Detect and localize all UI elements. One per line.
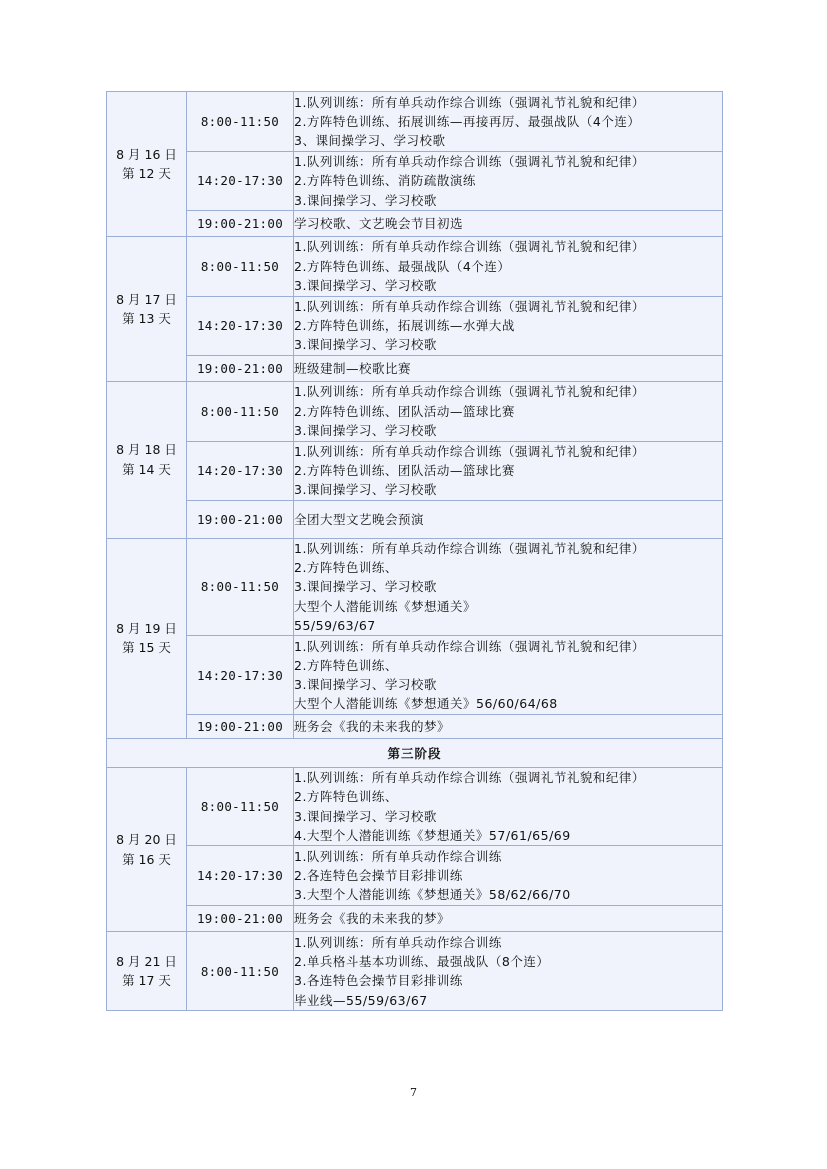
activity-line: 3.大型个人潜能训练《梦想通关》58/62/66/70 <box>294 887 571 903</box>
activity-line: 4.大型个人潜能训练《梦想通关》57/61/65/69 <box>294 828 571 844</box>
session-activities <box>294 236 723 296</box>
day-cell <box>107 932 187 1011</box>
session-time: 19:00-21:00 <box>187 906 294 932</box>
day-number: 第 14 天 <box>122 461 171 477</box>
activity-line: 班务会《我的未来我的梦》 <box>294 719 451 734</box>
day-date: 8 月 18 日 <box>116 442 177 458</box>
activity-line: 班务会《我的未来我的梦》 <box>294 911 451 927</box>
schedule-table <box>106 91 723 1011</box>
activity-line: 3.课间操学习、学习校歌 <box>294 422 437 438</box>
activity-line: 2.方阵特色训练、 <box>294 789 398 805</box>
schedule-row <box>107 210 723 236</box>
schedule-row <box>107 846 723 906</box>
activity-line: 2.方阵特色训练、 <box>294 559 398 575</box>
session-activities <box>294 846 723 906</box>
session-activities <box>294 381 723 441</box>
day-number: 第 16 天 <box>122 851 171 867</box>
activity-line: 3、课间操学习、学习校歌 <box>294 133 446 149</box>
activity-line: 3.课间操学习、学习校歌 <box>294 192 437 208</box>
session-time: 8:00-11:50 <box>187 932 294 1011</box>
session-time: 14:20-17:30 <box>187 636 294 715</box>
activity-line: 全团大型文艺晚会预演 <box>294 511 425 527</box>
activity-line: 2.各连特色会操节目彩排训练 <box>294 868 463 884</box>
schedule-row <box>107 152 723 211</box>
session-time: 19:00-21:00 <box>187 355 294 381</box>
session-time: 8:00-11:50 <box>187 236 294 296</box>
activity-line: 3.课间操学习、学习校歌 <box>294 337 437 353</box>
session-activities <box>294 538 723 635</box>
schedule-row <box>107 441 723 500</box>
session-activities <box>294 296 723 355</box>
schedule-row <box>107 768 723 846</box>
day-cell <box>107 236 187 381</box>
day-number: 第 13 天 <box>122 310 171 326</box>
session-time: 14:20-17:30 <box>187 296 294 355</box>
session-time: 8:00-11:50 <box>187 768 294 846</box>
session-activities <box>294 500 723 538</box>
activity-line: 1.队列训练：所有单兵动作综合训练（强调礼节礼貌和纪律） <box>294 154 645 169</box>
day-cell <box>107 381 187 538</box>
session-time: 19:00-21:00 <box>187 715 294 739</box>
activity-line: 1.队列训练：所有单兵动作综合训练（强调礼节礼貌和纪律） <box>294 94 645 110</box>
activity-line: 2.方阵特色训练、团队活动—篮球比赛 <box>294 463 515 479</box>
session-time: 8:00-11:50 <box>187 538 294 635</box>
activity-line: 55/59/63/67 <box>294 617 376 633</box>
session-time: 14:20-17:30 <box>187 152 294 211</box>
activity-line: 1.队列训练：所有单兵动作综合训练（强调礼节礼貌和纪律） <box>294 443 645 459</box>
schedule-row <box>107 538 723 635</box>
schedule-row <box>107 715 723 739</box>
day-number: 第 15 天 <box>122 640 171 656</box>
activity-line: 1.队列训练：所有单兵动作综合训练（强调礼节礼貌和纪律） <box>294 638 645 654</box>
day-date: 8 月 17 日 <box>116 291 177 307</box>
activity-line: 3.课间操学习、学习校歌 <box>294 278 437 294</box>
activity-line: 1.队列训练：所有单兵动作综合训练（强调礼节礼貌和纪律） <box>294 540 645 556</box>
session-activities <box>294 636 723 715</box>
activity-line: 2.方阵特色训练、最强战队（4个连） <box>294 258 511 274</box>
schedule-row <box>107 381 723 441</box>
session-time: 8:00-11:50 <box>187 92 294 152</box>
day-date: 8 月 19 日 <box>116 621 177 637</box>
day-number: 第 12 天 <box>122 165 171 181</box>
activity-line: 3.课间操学习、学习校歌 <box>294 482 437 498</box>
activity-line: 学习校歌、文艺晚会节目初选 <box>294 215 464 231</box>
session-activities <box>294 906 723 932</box>
activity-line: 3.各连特色会操节目彩排训练 <box>294 973 463 989</box>
session-activities <box>294 92 723 152</box>
day-date: 8 月 16 日 <box>116 146 177 162</box>
activity-line: 3.课间操学习、学习校歌 <box>294 677 437 693</box>
day-cell <box>107 538 187 738</box>
stage-title: 第三阶段 <box>107 739 723 768</box>
activity-line: 3.课间操学习、学习校歌 <box>294 579 437 595</box>
activity-line: 3.课间操学习、学习校歌 <box>294 808 437 824</box>
schedule-row <box>107 236 723 296</box>
day-cell <box>107 768 187 932</box>
activity-line: 2.单兵格斗基本功训练、最强战队（8个连） <box>294 954 550 970</box>
activity-line: 1.队列训练：所有单兵动作综合训练（强调礼节礼貌和纪律） <box>294 384 645 400</box>
schedule-row <box>107 92 723 152</box>
activity-line: 毕业线—55/59/63/67 <box>294 992 428 1008</box>
session-activities <box>294 932 723 1011</box>
session-activities <box>294 715 723 739</box>
session-activities <box>294 768 723 846</box>
day-date: 8 月 21 日 <box>116 954 177 970</box>
session-time: 19:00-21:00 <box>187 500 294 538</box>
schedule-row <box>107 932 723 1011</box>
activity-line: 2.方阵特色训练、消防疏散演练 <box>294 173 476 189</box>
schedule-row <box>107 906 723 932</box>
session-time: 19:00-21:00 <box>187 210 294 236</box>
activity-line: 2.方阵特色训练、团队活动—篮球比赛 <box>294 403 515 419</box>
session-time: 8:00-11:50 <box>187 381 294 441</box>
activity-line: 1.队列训练：所有单兵动作综合训练 <box>294 848 502 864</box>
activity-line: 班级建制—校歌比赛 <box>294 360 412 376</box>
activity-line: 1.队列训练：所有单兵动作综合训练（强调礼节礼貌和纪律） <box>294 298 645 314</box>
day-number: 第 17 天 <box>122 973 171 989</box>
session-activities <box>294 355 723 381</box>
activity-line: 2.方阵特色训练、 <box>294 657 398 673</box>
activity-line: 1.队列训练：所有单兵动作综合训练（强调礼节礼貌和纪律） <box>294 770 645 786</box>
session-time: 14:20-17:30 <box>187 441 294 500</box>
activity-line: 2.方阵特色训练、拓展训练—再接再厉、最强战队（4个连） <box>294 113 641 129</box>
schedule-row <box>107 500 723 538</box>
schedule-row <box>107 636 723 715</box>
stage-row <box>107 739 723 768</box>
day-cell <box>107 92 187 237</box>
activity-line: 大型个人潜能训练《梦想通关》 <box>294 598 477 614</box>
activity-line: 大型个人潜能训练《梦想通关》56/60/64/68 <box>294 696 558 712</box>
activity-line: 1.队列训练：所有单兵动作综合训练（强调礼节礼貌和纪律） <box>294 239 645 255</box>
session-time: 14:20-17:30 <box>187 846 294 906</box>
day-date: 8 月 20 日 <box>116 832 177 848</box>
schedule-row <box>107 296 723 355</box>
session-activities <box>294 210 723 236</box>
activity-line: 2.方阵特色训练，拓展训练—水弹大战 <box>294 318 515 334</box>
session-activities <box>294 441 723 500</box>
session-activities <box>294 152 723 211</box>
page-number: 7 <box>410 1086 417 1099</box>
activity-line: 1.队列训练：所有单兵动作综合训练 <box>294 934 502 950</box>
schedule-row <box>107 355 723 381</box>
